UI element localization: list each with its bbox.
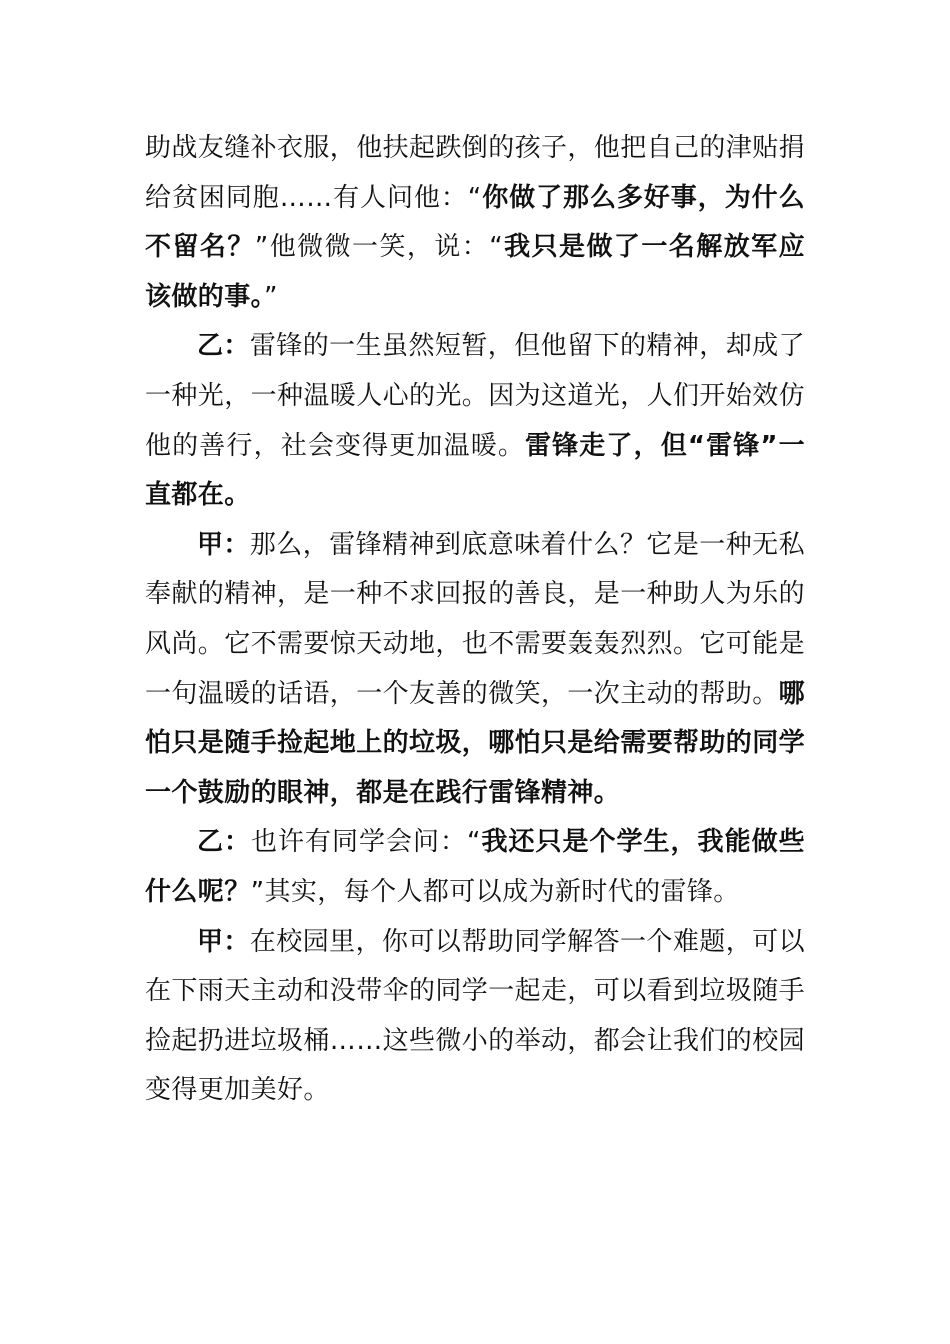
paragraph-yi-student-question bbox=[145, 818, 805, 917]
paragraph-leifeng-good-deeds bbox=[145, 124, 805, 322]
text-segment: 在校园里，你可以帮助同学解答一个难题，可以在下雨天主动和没带伞的同学一起走，可以看到垃圾随手捡起扔进垃圾桶……这些微小的举动，都会让我们的校园变得更加美好。 bbox=[145, 926, 806, 1106]
text-segment: ”他微微一笑，说：“ bbox=[254, 232, 504, 263]
question-what-can-i-do: 我还只是个学生，我能做些什么呢？ bbox=[145, 827, 805, 907]
speaker-label-yi: 乙： bbox=[197, 331, 250, 362]
paragraph-jia-spirit-meaning bbox=[145, 521, 805, 819]
question-why-no-name: 你做了那么多好事，为什么不留名？ bbox=[145, 182, 805, 263]
text-segment: 雷锋的一生虽然短暂，但他留下的精神，却成了一种光，一种温暖人心的光。因为这道光，人们开始效仿他的善行，社会变得更加温暖。 bbox=[145, 331, 806, 461]
speaker-label-yi: 乙： bbox=[197, 827, 252, 858]
paragraph-yi-light bbox=[145, 322, 805, 520]
emphasis-practice-spirit: 哪怕只是随手捡起地上的垃圾，哪怕只是给需要帮助的同学一个鼓励的眼神，都是在践行雷锋精神。 bbox=[145, 678, 806, 808]
text-segment: ”其实，每个人都可以成为新时代的雷锋。 bbox=[250, 876, 740, 907]
paragraph-jia-campus bbox=[145, 918, 805, 1116]
answer-soldier-duty: 我只是做了一名解放军应该做的事。 bbox=[145, 232, 805, 312]
text-segment: ” bbox=[264, 281, 278, 312]
speaker-label-jia: 甲： bbox=[197, 926, 250, 957]
emphasis-leifeng-always-here: 雷锋走了，但“雷锋”一直都在。 bbox=[145, 430, 805, 511]
text-segment: 助战友缝补衣服，他扶起跌倒的孩子，他把自己的津贴捐给贫困同胞……有人问他：“ bbox=[145, 133, 806, 213]
speaker-label-jia: 甲： bbox=[197, 529, 250, 560]
text-segment: 也许有同学会问：“ bbox=[251, 827, 481, 858]
document-body bbox=[145, 124, 805, 1116]
text-segment: 那么，雷锋精神到底意味着什么？它是一种无私奉献的精神，是一种不求回报的善良，是一种助人为乐的风尚。它不需要惊天动地，也不需要轰轰烈烈。它可能是一句温暖的话语，一个友善的微笑，一次主动的帮助。 bbox=[145, 529, 806, 709]
